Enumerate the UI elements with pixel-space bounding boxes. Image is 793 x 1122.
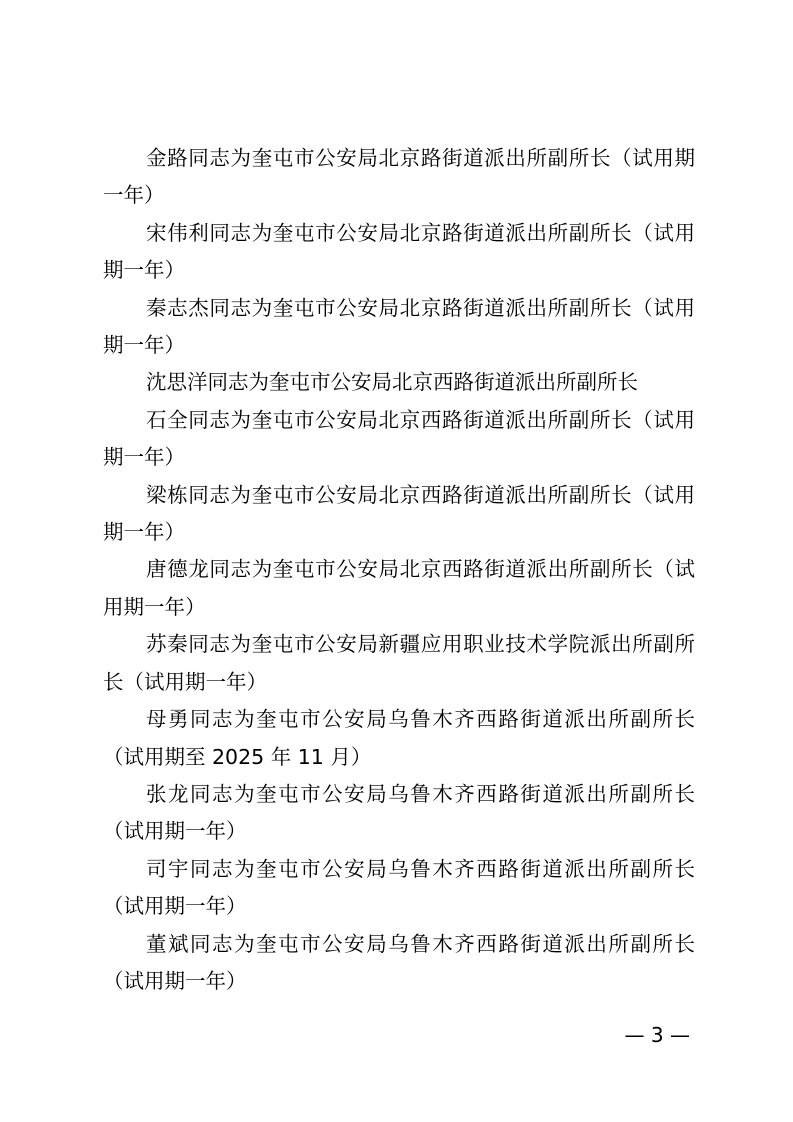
page-number: — 3 — xyxy=(624,1023,690,1047)
appointment-entry: 石全同志为奎屯市公安局北京西路街道派出所副所长（试用期一年） xyxy=(103,407,695,470)
appointment-entry: 母勇同志为奎屯市公安局乌鲁木齐西路街道派出所副所长（试用期至 2025 年 11 月） xyxy=(103,707,695,769)
appointment-list xyxy=(103,140,695,1000)
appointment-entry: 唐德龙同志为奎屯市公安局北京西路街道派出所副所长（试用期一年） xyxy=(103,557,695,619)
appointment-entry: 张龙同志为奎屯市公安局乌鲁木齐西路街道派出所副所长（试用期一年） xyxy=(103,781,695,844)
appointment-entry: 秦志杰同志为奎屯市公安局北京路街道派出所副所长（试用期一年） xyxy=(103,295,695,358)
appointment-entry: 司宇同志为奎屯市公安局乌鲁木齐西路街道派出所副所长（试用期一年） xyxy=(103,856,695,919)
appointment-entry: 金路同志为奎屯市公安局北京路街道派出所副所长（试用期一年） xyxy=(103,146,695,208)
appointment-entry: 宋伟利同志为奎屯市公安局北京路街道派出所副所长（试用期一年） xyxy=(103,220,695,283)
appointment-entry: 梁栋同志为奎屯市公安局北京西路街道派出所副所长（试用期一年） xyxy=(103,482,695,545)
appointment-entry: 董斌同志为奎屯市公安局乌鲁木齐西路街道派出所副所长（试用期一年） xyxy=(103,931,695,993)
appointment-entry: 苏秦同志为奎屯市公安局新疆应用职业技术学院派出所副所长（试用期一年） xyxy=(103,632,695,694)
appointment-entry: 沈思洋同志为奎屯市公安局北京西路街道派出所副所长 xyxy=(146,370,638,395)
